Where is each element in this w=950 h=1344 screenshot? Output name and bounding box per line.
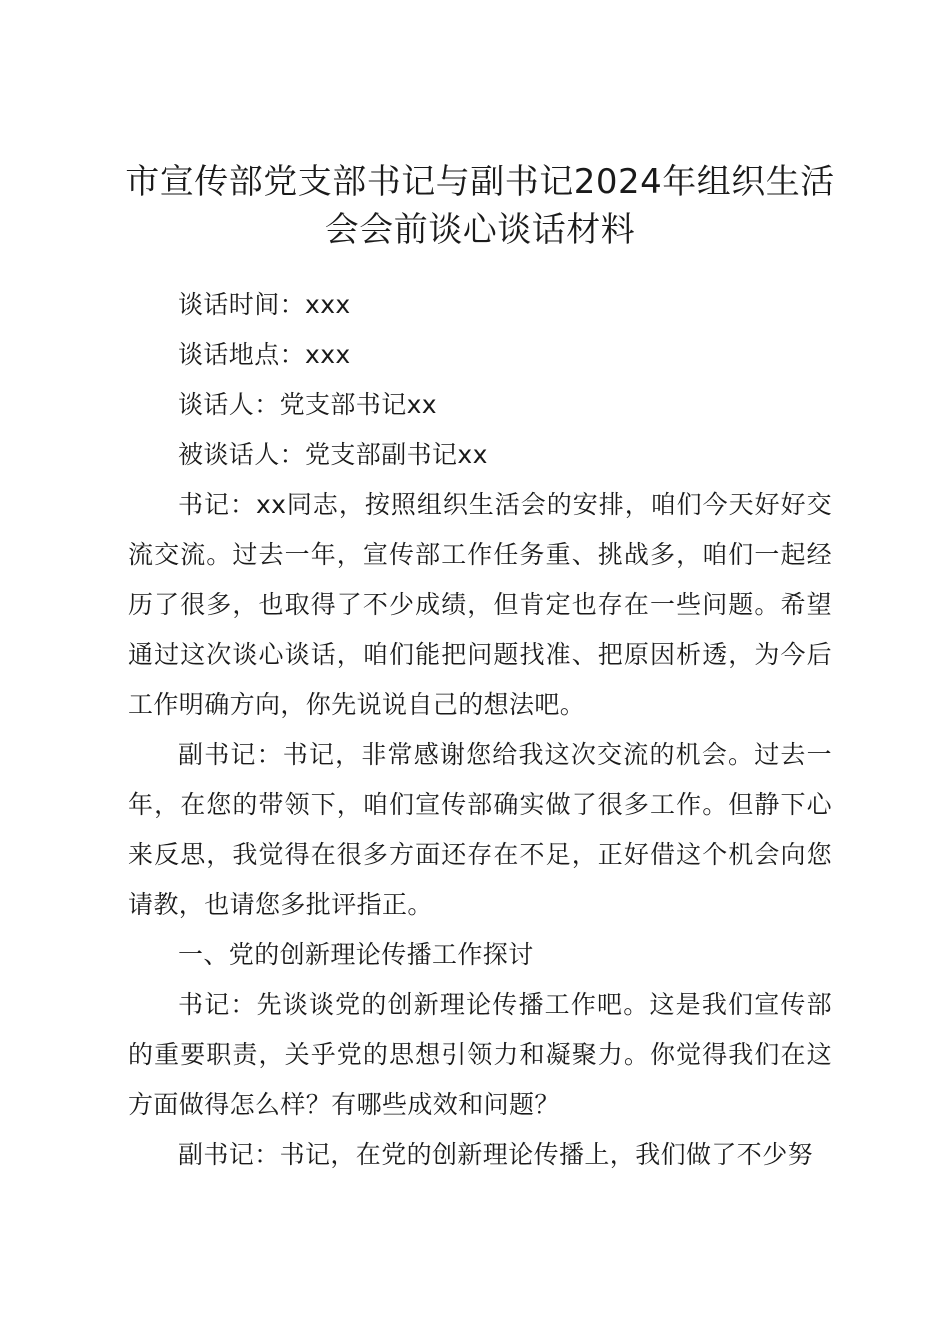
meta-talk-time: 谈话时间：xxx xyxy=(178,290,351,319)
paragraph-secretary-question: 书记：先谈谈党的创新理论传播工作吧。这是我们宣传部的重要职责，关乎党的思想引领力和凝聚力。你觉得我们在这方面做得怎么样？有哪些成效和问题？ xyxy=(128,990,832,1119)
meta-talkee: 被谈话人：党支部副书记xx xyxy=(178,440,488,469)
paragraph-deputy-response: 副书记：书记，非常感谢您给我这次交流的机会。过去一年，在您的带领下，咱们宣传部确实做了很多工作。但静下心来反思，我觉得在很多方面还存在不足，正好借这个机会向您请教，也请您多批评指正。 xyxy=(128,740,832,919)
meta-talk-location: 谈话地点：xxx xyxy=(178,340,351,369)
document-title: 市宣传部党支部书记与副书记2024年组织生活会会前谈心谈话材料 xyxy=(125,162,835,250)
paragraph-secretary-opening: 书记：xx同志，按照组织生活会的安排，咱们今天好好交流交流。过去一年，宣传部工作任务重、挑战多，咱们一起经历了很多，也取得了不少成绩，但肯定也存在一些问题。希望通过这次谈心谈话，咱们能把问题找准、把原因析透，为今后工作明确方向，你先说说自己的想法吧。 xyxy=(128,490,832,719)
document-body xyxy=(128,280,832,1180)
section-heading-1: 一、党的创新理论传播工作探讨 xyxy=(178,940,534,969)
paragraph-deputy-answer: 副书记：书记，在党的创新理论传播上，我们做了不少努 xyxy=(178,1140,814,1169)
meta-talker: 谈话人：党支部书记xx xyxy=(178,390,437,419)
